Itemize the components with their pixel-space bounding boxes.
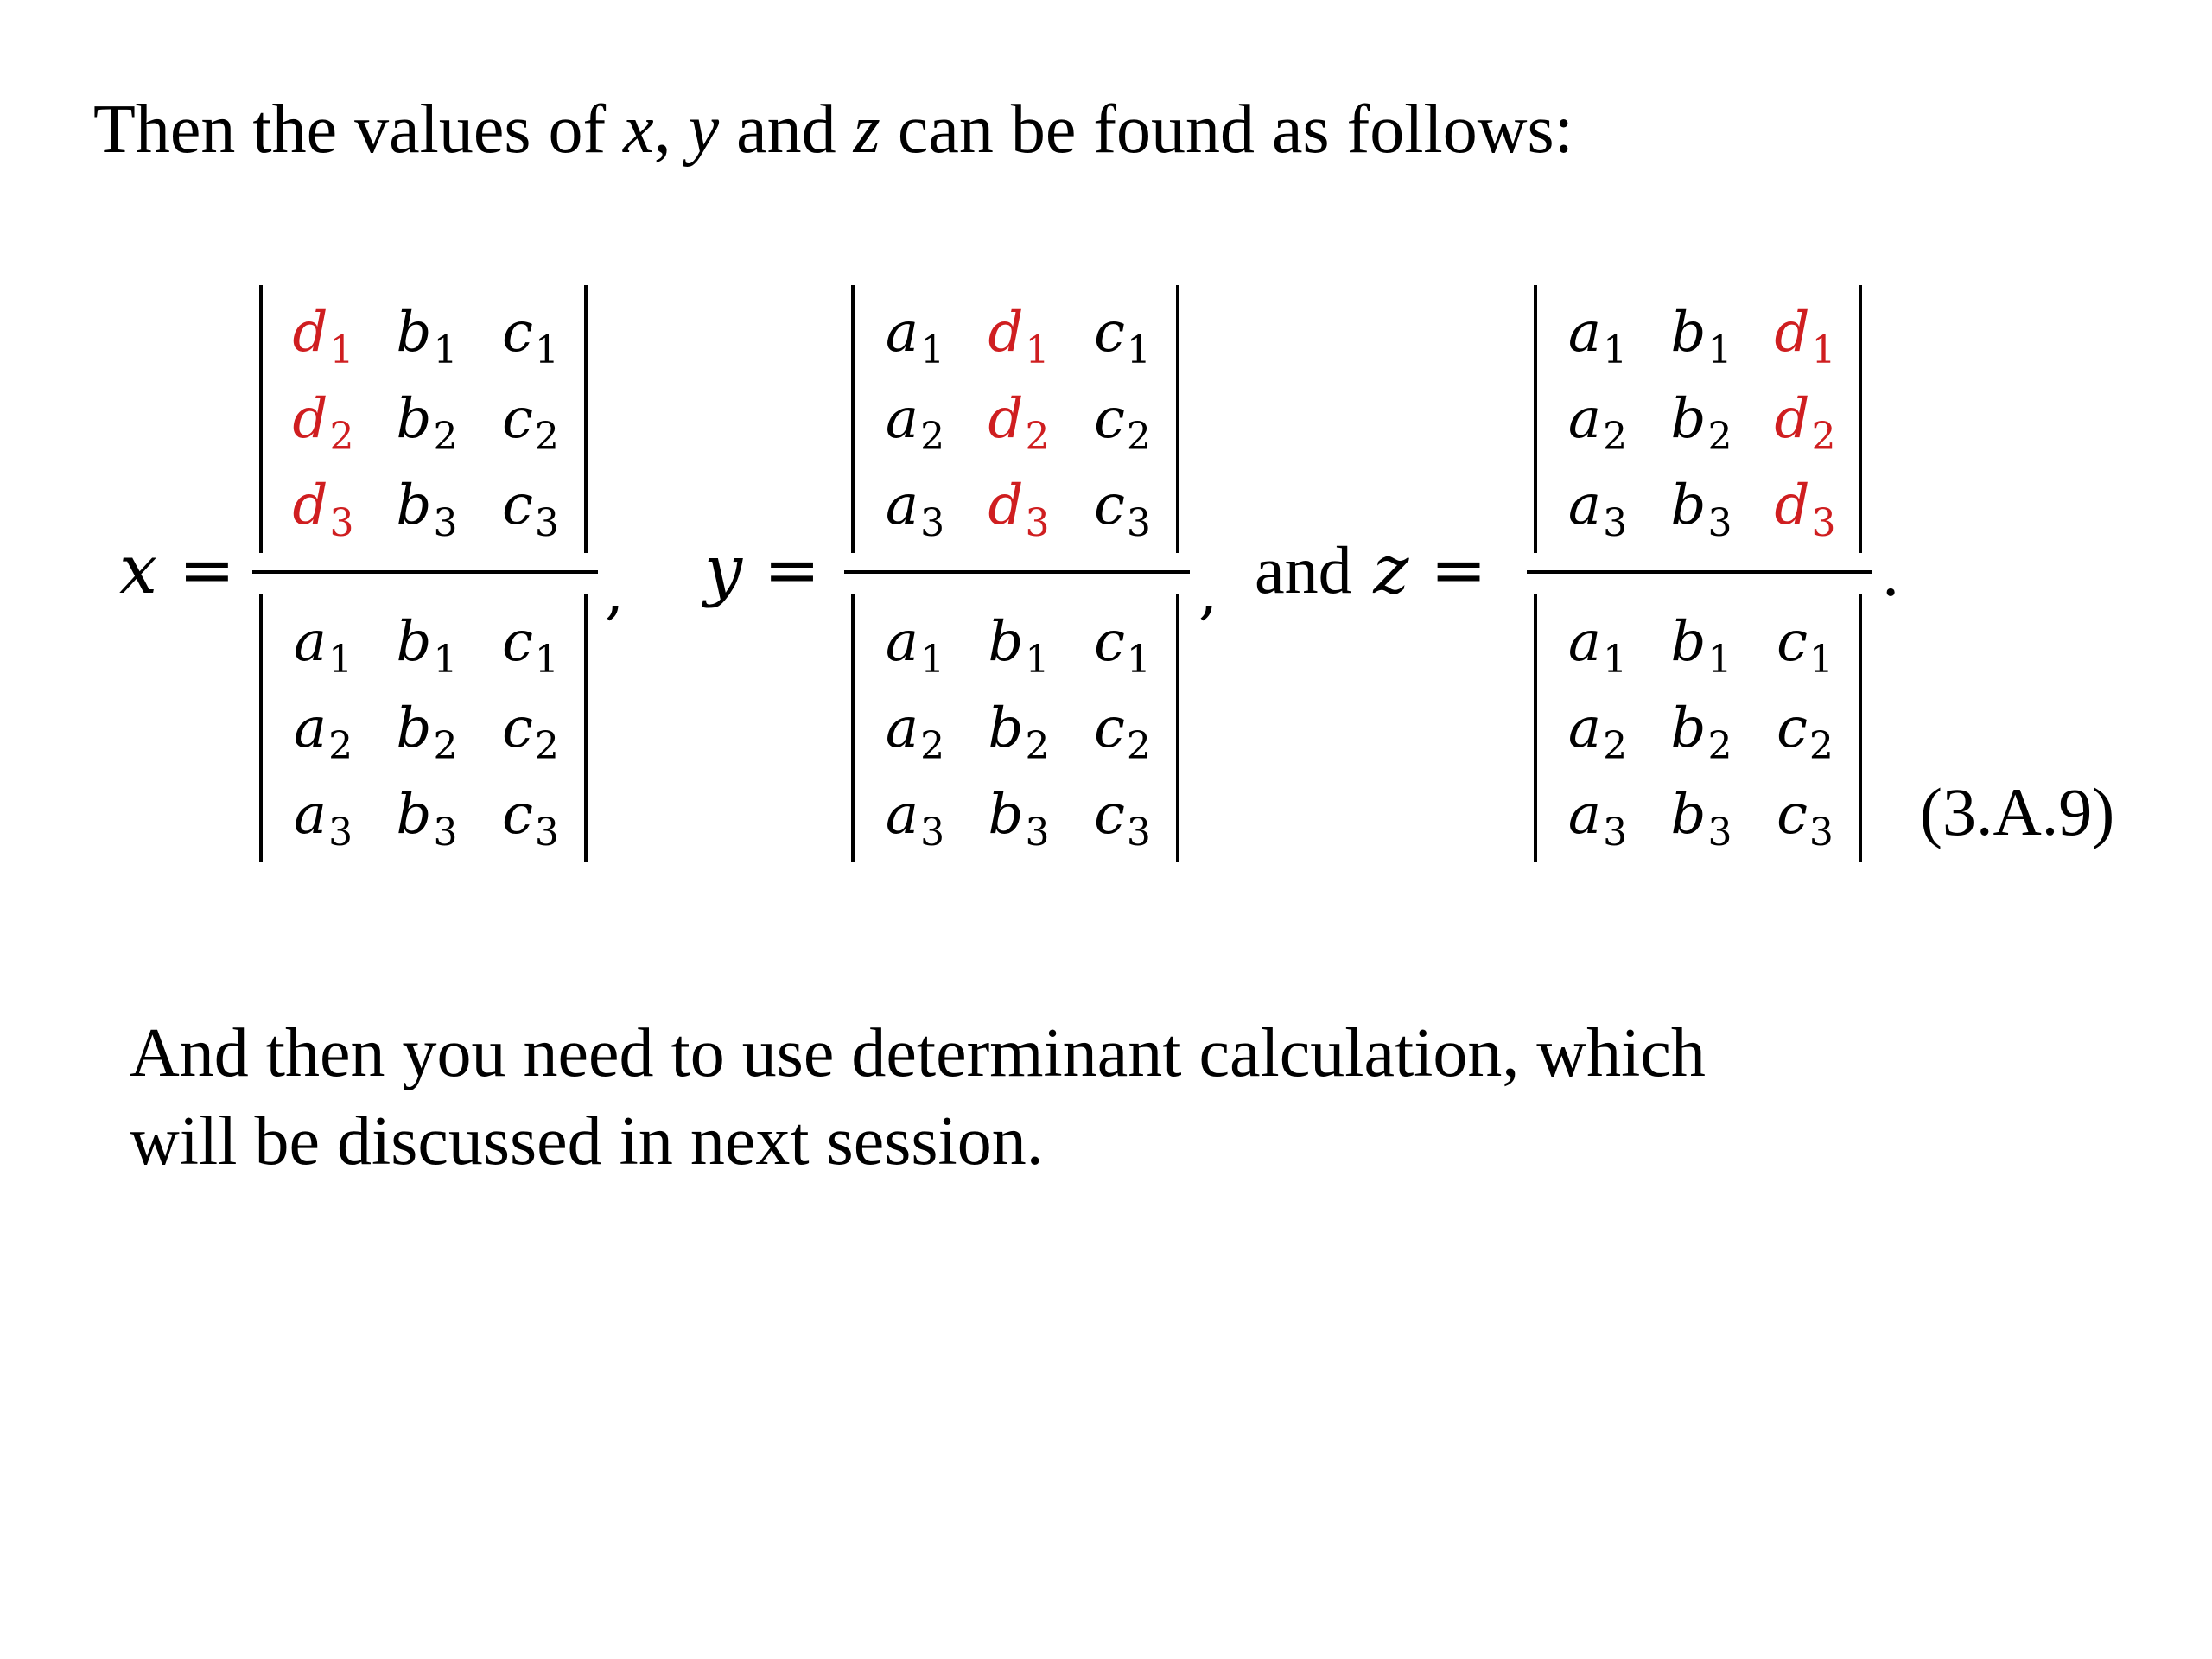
matrix-entry-c3 (1753, 772, 1857, 858)
matrix-entry-c2 (479, 685, 582, 772)
matrix-entry-a3 (1546, 462, 1649, 549)
intro-var-x: x (623, 92, 654, 168)
label-y: y = (704, 531, 821, 609)
entry-subscript: 1 (433, 328, 458, 372)
entry-subscript: 3 (1603, 501, 1628, 545)
entry-base: b (396, 783, 432, 847)
entry-base: a (1567, 696, 1602, 760)
entry-base: d (1774, 474, 1810, 537)
matrix-entry-c3 (479, 462, 582, 549)
entry-subscript: 1 (1603, 328, 1628, 372)
entry-subscript: 2 (433, 415, 458, 459)
matrix-entry-a3 (863, 462, 967, 549)
entry-base: c (502, 696, 533, 760)
entry-subscript: 3 (329, 501, 354, 545)
matrix-entry-a1 (863, 289, 967, 376)
matrix-entry-a3 (271, 772, 375, 858)
entry-base: c (1094, 610, 1125, 674)
entry-subscript: 3 (1603, 810, 1628, 855)
entry-base: a (1567, 387, 1602, 451)
entry-subscript: 2 (1025, 415, 1050, 459)
matrix-entry-b1 (1649, 289, 1753, 376)
entry-base: a (1567, 783, 1602, 847)
entry-subscript: 1 (433, 638, 458, 682)
entry-base: d (292, 387, 328, 451)
comma-after-y: , (1198, 556, 1218, 627)
entry-base: d (292, 301, 328, 365)
entry-subscript: 1 (1707, 638, 1732, 682)
denominator-determinant-x (259, 594, 588, 862)
matrix-entry-a2 (863, 685, 967, 772)
entry-subscript: 1 (1811, 328, 1836, 372)
entry-subscript: 2 (1603, 724, 1628, 768)
entry-subscript: 2 (1811, 415, 1836, 459)
intro-text-end: can be found as follows: (880, 92, 1573, 168)
denominator-determinant-z (1534, 594, 1862, 862)
matrix-entry-b2 (375, 685, 479, 772)
entry-subscript: 3 (1025, 810, 1050, 855)
entry-base: b (1670, 474, 1707, 537)
entry-subscript: 3 (1707, 810, 1732, 855)
intro-comma: , (653, 92, 671, 168)
entry-base: c (502, 474, 533, 537)
entry-subscript: 3 (1808, 810, 1834, 855)
entry-base: a (293, 783, 327, 847)
entry-base: c (1777, 783, 1808, 847)
entry-base: c (1094, 474, 1125, 537)
matrix-entry-d3 (967, 462, 1071, 549)
entry-base: c (1094, 387, 1125, 451)
entry-base: c (502, 783, 533, 847)
entry-base: b (1670, 696, 1707, 760)
matrix-entry-d1 (967, 289, 1071, 376)
matrix-entry-a3 (863, 772, 967, 858)
matrix-entry-a2 (271, 685, 375, 772)
entry-base: a (293, 610, 327, 674)
closing-line-2: will be discussed in next session. (130, 1103, 1044, 1179)
entry-subscript: 2 (328, 724, 353, 768)
entry-subscript: 3 (534, 810, 559, 855)
matrix-entry-d1 (271, 289, 375, 376)
entry-subscript: 1 (1025, 328, 1050, 372)
matrix-entry-d3 (271, 462, 375, 549)
entry-base: b (396, 474, 432, 537)
matrix-entry-b3 (1649, 772, 1753, 858)
entry-base: d (988, 301, 1024, 365)
entry-base: a (1567, 610, 1602, 674)
entry-subscript: 2 (534, 724, 559, 768)
matrix-entry-c3 (1071, 462, 1174, 549)
entry-base: c (1094, 301, 1125, 365)
matrix-entry-c2 (1753, 685, 1857, 772)
entry-subscript: 2 (433, 724, 458, 768)
matrix-entry-d2 (1753, 376, 1857, 462)
matrix-entry-b1 (375, 599, 479, 685)
entry-subscript: 1 (920, 328, 945, 372)
matrix-entry-a3 (1546, 772, 1649, 858)
entry-base: d (292, 474, 328, 537)
entry-base: b (1670, 610, 1707, 674)
intro-var-z: z (853, 92, 880, 168)
entry-subscript: 2 (920, 724, 945, 768)
entry-base: c (1094, 783, 1125, 847)
matrix-entry-b1 (1649, 599, 1753, 685)
entry-subscript: 2 (1808, 724, 1834, 768)
entry-subscript: 3 (328, 810, 353, 855)
denominator-determinant-y (851, 594, 1179, 862)
entry-subscript: 3 (1025, 501, 1050, 545)
entry-base: c (502, 610, 533, 674)
entry-subscript: 3 (1707, 501, 1732, 545)
entry-base: a (293, 696, 327, 760)
entry-base: b (1670, 783, 1707, 847)
matrix-entry-c1 (479, 599, 582, 685)
entry-base: d (988, 387, 1024, 451)
matrix-entry-b2 (1649, 376, 1753, 462)
matrix-entry-b1 (967, 599, 1071, 685)
matrix-entry-c1 (1071, 289, 1174, 376)
entry-subscript: 2 (1126, 415, 1151, 459)
fraction-bar-y (844, 570, 1190, 574)
entry-base: b (1670, 301, 1707, 365)
entry-subscript: 1 (534, 328, 559, 372)
fraction-bar-z (1527, 570, 1872, 574)
entry-subscript: 3 (433, 810, 458, 855)
entry-base: d (1774, 301, 1810, 365)
matrix-entry-a2 (1546, 685, 1649, 772)
matrix-entry-c1 (479, 289, 582, 376)
label-z: and z = (1255, 531, 1487, 609)
entry-subscript: 1 (1808, 638, 1834, 682)
entry-subscript: 1 (328, 638, 353, 682)
entry-base: b (396, 610, 432, 674)
intro-text-start: Then the values of (93, 92, 624, 168)
matrix-entry-c1 (1071, 599, 1174, 685)
matrix-entry-a2 (1546, 376, 1649, 462)
entry-subscript: 3 (920, 810, 945, 855)
matrix-entry-b2 (375, 376, 479, 462)
entry-subscript: 3 (534, 501, 559, 545)
entry-base: a (885, 301, 919, 365)
entry-base: b (396, 387, 432, 451)
entry-base: d (1774, 387, 1810, 451)
entry-subscript: 2 (534, 415, 559, 459)
entry-base: a (1567, 474, 1602, 537)
entry-subscript: 2 (1603, 415, 1628, 459)
entry-subscript: 1 (534, 638, 559, 682)
entry-subscript: 2 (920, 415, 945, 459)
matrix-entry-a1 (863, 599, 967, 685)
entry-subscript: 1 (1126, 328, 1151, 372)
entry-subscript: 1 (1707, 328, 1732, 372)
matrix-entry-a1 (271, 599, 375, 685)
entry-subscript: 3 (1811, 501, 1836, 545)
entry-base: a (885, 387, 919, 451)
intro-and: and (719, 92, 854, 168)
matrix-entry-c2 (479, 376, 582, 462)
entry-subscript: 3 (433, 501, 458, 545)
entry-subscript: 3 (1126, 501, 1151, 545)
entry-subscript: 2 (329, 415, 354, 459)
matrix-entry-c3 (479, 772, 582, 858)
entry-base: c (1777, 610, 1808, 674)
matrix-entry-b3 (375, 462, 479, 549)
entry-subscript: 1 (1025, 638, 1050, 682)
entry-subscript: 2 (1707, 724, 1732, 768)
entry-base: c (1777, 696, 1808, 760)
entry-base: c (502, 301, 533, 365)
entry-subscript: 1 (329, 328, 354, 372)
entry-base: b (988, 610, 1024, 674)
matrix-entry-c1 (1753, 599, 1857, 685)
entry-subscript: 3 (920, 501, 945, 545)
entry-base: b (396, 301, 432, 365)
entry-base: b (988, 696, 1024, 760)
matrix-entry-b3 (375, 772, 479, 858)
matrix-entry-b3 (967, 772, 1071, 858)
closing-line-1: And then you need to use determinant calculation, which (130, 1015, 1706, 1091)
entry-base: a (885, 610, 919, 674)
label-x: x = (119, 531, 236, 609)
entry-subscript: 2 (1707, 415, 1732, 459)
matrix-entry-c3 (1071, 772, 1174, 858)
entry-base: b (396, 696, 432, 760)
matrix-entry-a2 (863, 376, 967, 462)
entry-base: a (885, 783, 919, 847)
entry-subscript: 1 (1603, 638, 1628, 682)
matrix-entry-b2 (1649, 685, 1753, 772)
entry-base: d (988, 474, 1024, 537)
entry-subscript: 2 (1126, 724, 1151, 768)
comma-after-x: , (605, 556, 625, 627)
numerator-determinant-y (851, 285, 1179, 553)
matrix-entry-c2 (1071, 685, 1174, 772)
entry-subscript: 1 (1126, 638, 1151, 682)
entry-base: c (502, 387, 533, 451)
matrix-entry-a1 (1546, 599, 1649, 685)
entry-base: c (1094, 696, 1125, 760)
matrix-entry-d2 (967, 376, 1071, 462)
entry-subscript: 3 (1126, 810, 1151, 855)
matrix-entry-a1 (1546, 289, 1649, 376)
entry-base: b (988, 783, 1024, 847)
entry-base: a (885, 696, 919, 760)
matrix-entry-b1 (375, 289, 479, 376)
matrix-entry-d3 (1753, 462, 1857, 549)
entry-subscript: 2 (1025, 724, 1050, 768)
period-after-z: . (1881, 539, 1901, 610)
matrix-entry-b3 (1649, 462, 1753, 549)
matrix-entry-d1 (1753, 289, 1857, 376)
matrix-entry-b2 (967, 685, 1071, 772)
entry-subscript: 1 (920, 638, 945, 682)
intro-var-y: y (688, 92, 720, 168)
matrix-entry-c2 (1071, 376, 1174, 462)
entry-base: a (885, 474, 919, 537)
numerator-determinant-x (259, 285, 588, 553)
entry-base: b (1670, 387, 1707, 451)
matrix-entry-d2 (271, 376, 375, 462)
numerator-determinant-z (1534, 285, 1862, 553)
entry-base: a (1567, 301, 1602, 365)
closing-paragraph (130, 1009, 2031, 1185)
fraction-bar-x (252, 570, 598, 574)
equation-number: (3.A.9) (1920, 774, 2115, 849)
